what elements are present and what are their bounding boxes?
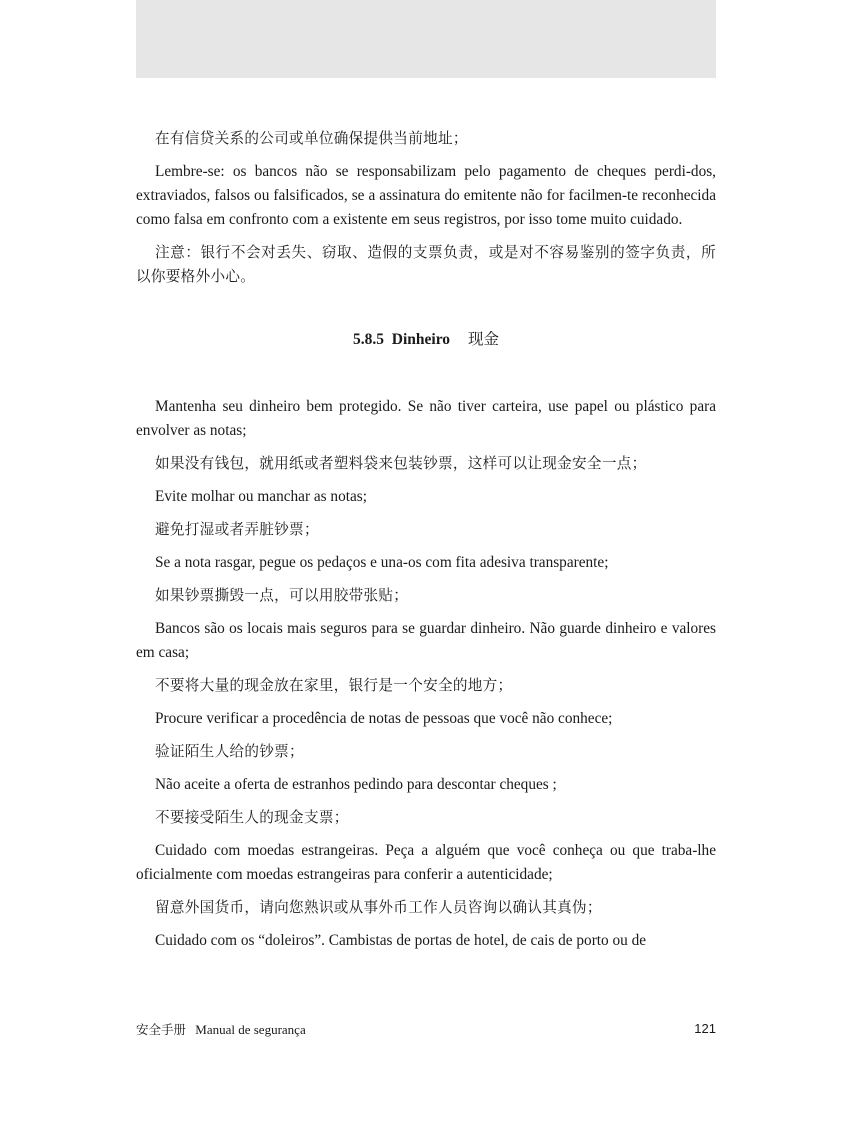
paragraph-pt: Lembre-se: os bancos não se responsabilizam pelo pagamento de cheques perdi-dos, extraviados, falsos ou falsificados, se a assinatura do emitente não for facilmen-te reconhecida como falsa em confronto com a existente em seus registros, por isso tome muito cuidado. xyxy=(136,163,716,228)
paragraph-zh: 不要接受陌生人的现金支票； xyxy=(155,809,349,826)
paragraph-zh: 如果没有钱包，就用纸或者塑料袋来包装钞票，这样可以让现金安全一点； xyxy=(155,455,647,472)
paragraph-zh: 如果钞票撕毁一点，可以用胶带张贴； xyxy=(155,587,409,604)
paragraph-pt: Se a nota rasgar, pegue os pedaços e una-os com fita adesiva transparente; xyxy=(155,554,609,571)
paragraph-pt: Cuidado com os “doleiros”. Cambistas de portas de hotel, de cais de porto ou de xyxy=(155,932,647,949)
header-band xyxy=(136,0,716,78)
section-heading xyxy=(136,327,716,352)
paragraph-zh: 留意外国货币，请向您熟识或从事外币工作人员咨询以确认其真伪； xyxy=(155,899,602,916)
paragraph-zh: 验证陌生人给的钞票； xyxy=(155,743,304,760)
paragraph-zh: 不要将大量的现金放在家里，银行是一个安全的地方； xyxy=(155,677,513,694)
paragraph-pt: Evite molhar ou manchar as notas; xyxy=(155,488,367,505)
section-title-zh: 现金 xyxy=(467,330,499,348)
paragraph-zh: 避免打湿或者弄脏钞票； xyxy=(155,521,319,538)
paragraph-pt: Bancos são os locais mais seguros para se guardar dinheiro. Não guarde dinheiro e valores em casa; xyxy=(136,620,716,661)
paragraph-zh: 注意：银行不会对丢失、窃取、造假的支票负责，或是对不容易鉴别的签字负责，所以你要格外小心。 xyxy=(136,244,716,285)
page-number: 121 xyxy=(694,1021,716,1036)
page-body xyxy=(136,127,716,962)
footer-title-pt: Manual de segurança xyxy=(195,1022,306,1037)
section-number: 5.8.5 xyxy=(353,331,385,348)
paragraph-pt: Mantenha seu dinheiro bem protegido. Se não tiver carteira, use papel ou plástico para envolver as notas; xyxy=(136,398,716,439)
top-paragraphs xyxy=(136,127,716,289)
footer-title xyxy=(136,1020,306,1038)
paragraph-pt: Não aceite a oferta de estranhos pedindo para descontar cheques ; xyxy=(155,776,557,793)
section-title-pt: Dinheiro xyxy=(391,331,451,348)
bottom-paragraphs xyxy=(136,395,716,953)
paragraph-pt: Cuidado com moedas estrangeiras. Peça a alguém que você conheça ou que traba-lhe oficialmente com moedas estrangeiras para conferir a autenticidade; xyxy=(136,842,716,883)
page-footer xyxy=(136,1020,716,1042)
paragraph-zh: 在有信贷关系的公司或单位确保提供当前地址； xyxy=(155,130,468,147)
footer-title-zh: 安全手册 xyxy=(136,1022,187,1037)
paragraph-pt: Procure verificar a procedência de notas de pessoas que você não conhece; xyxy=(155,710,613,727)
